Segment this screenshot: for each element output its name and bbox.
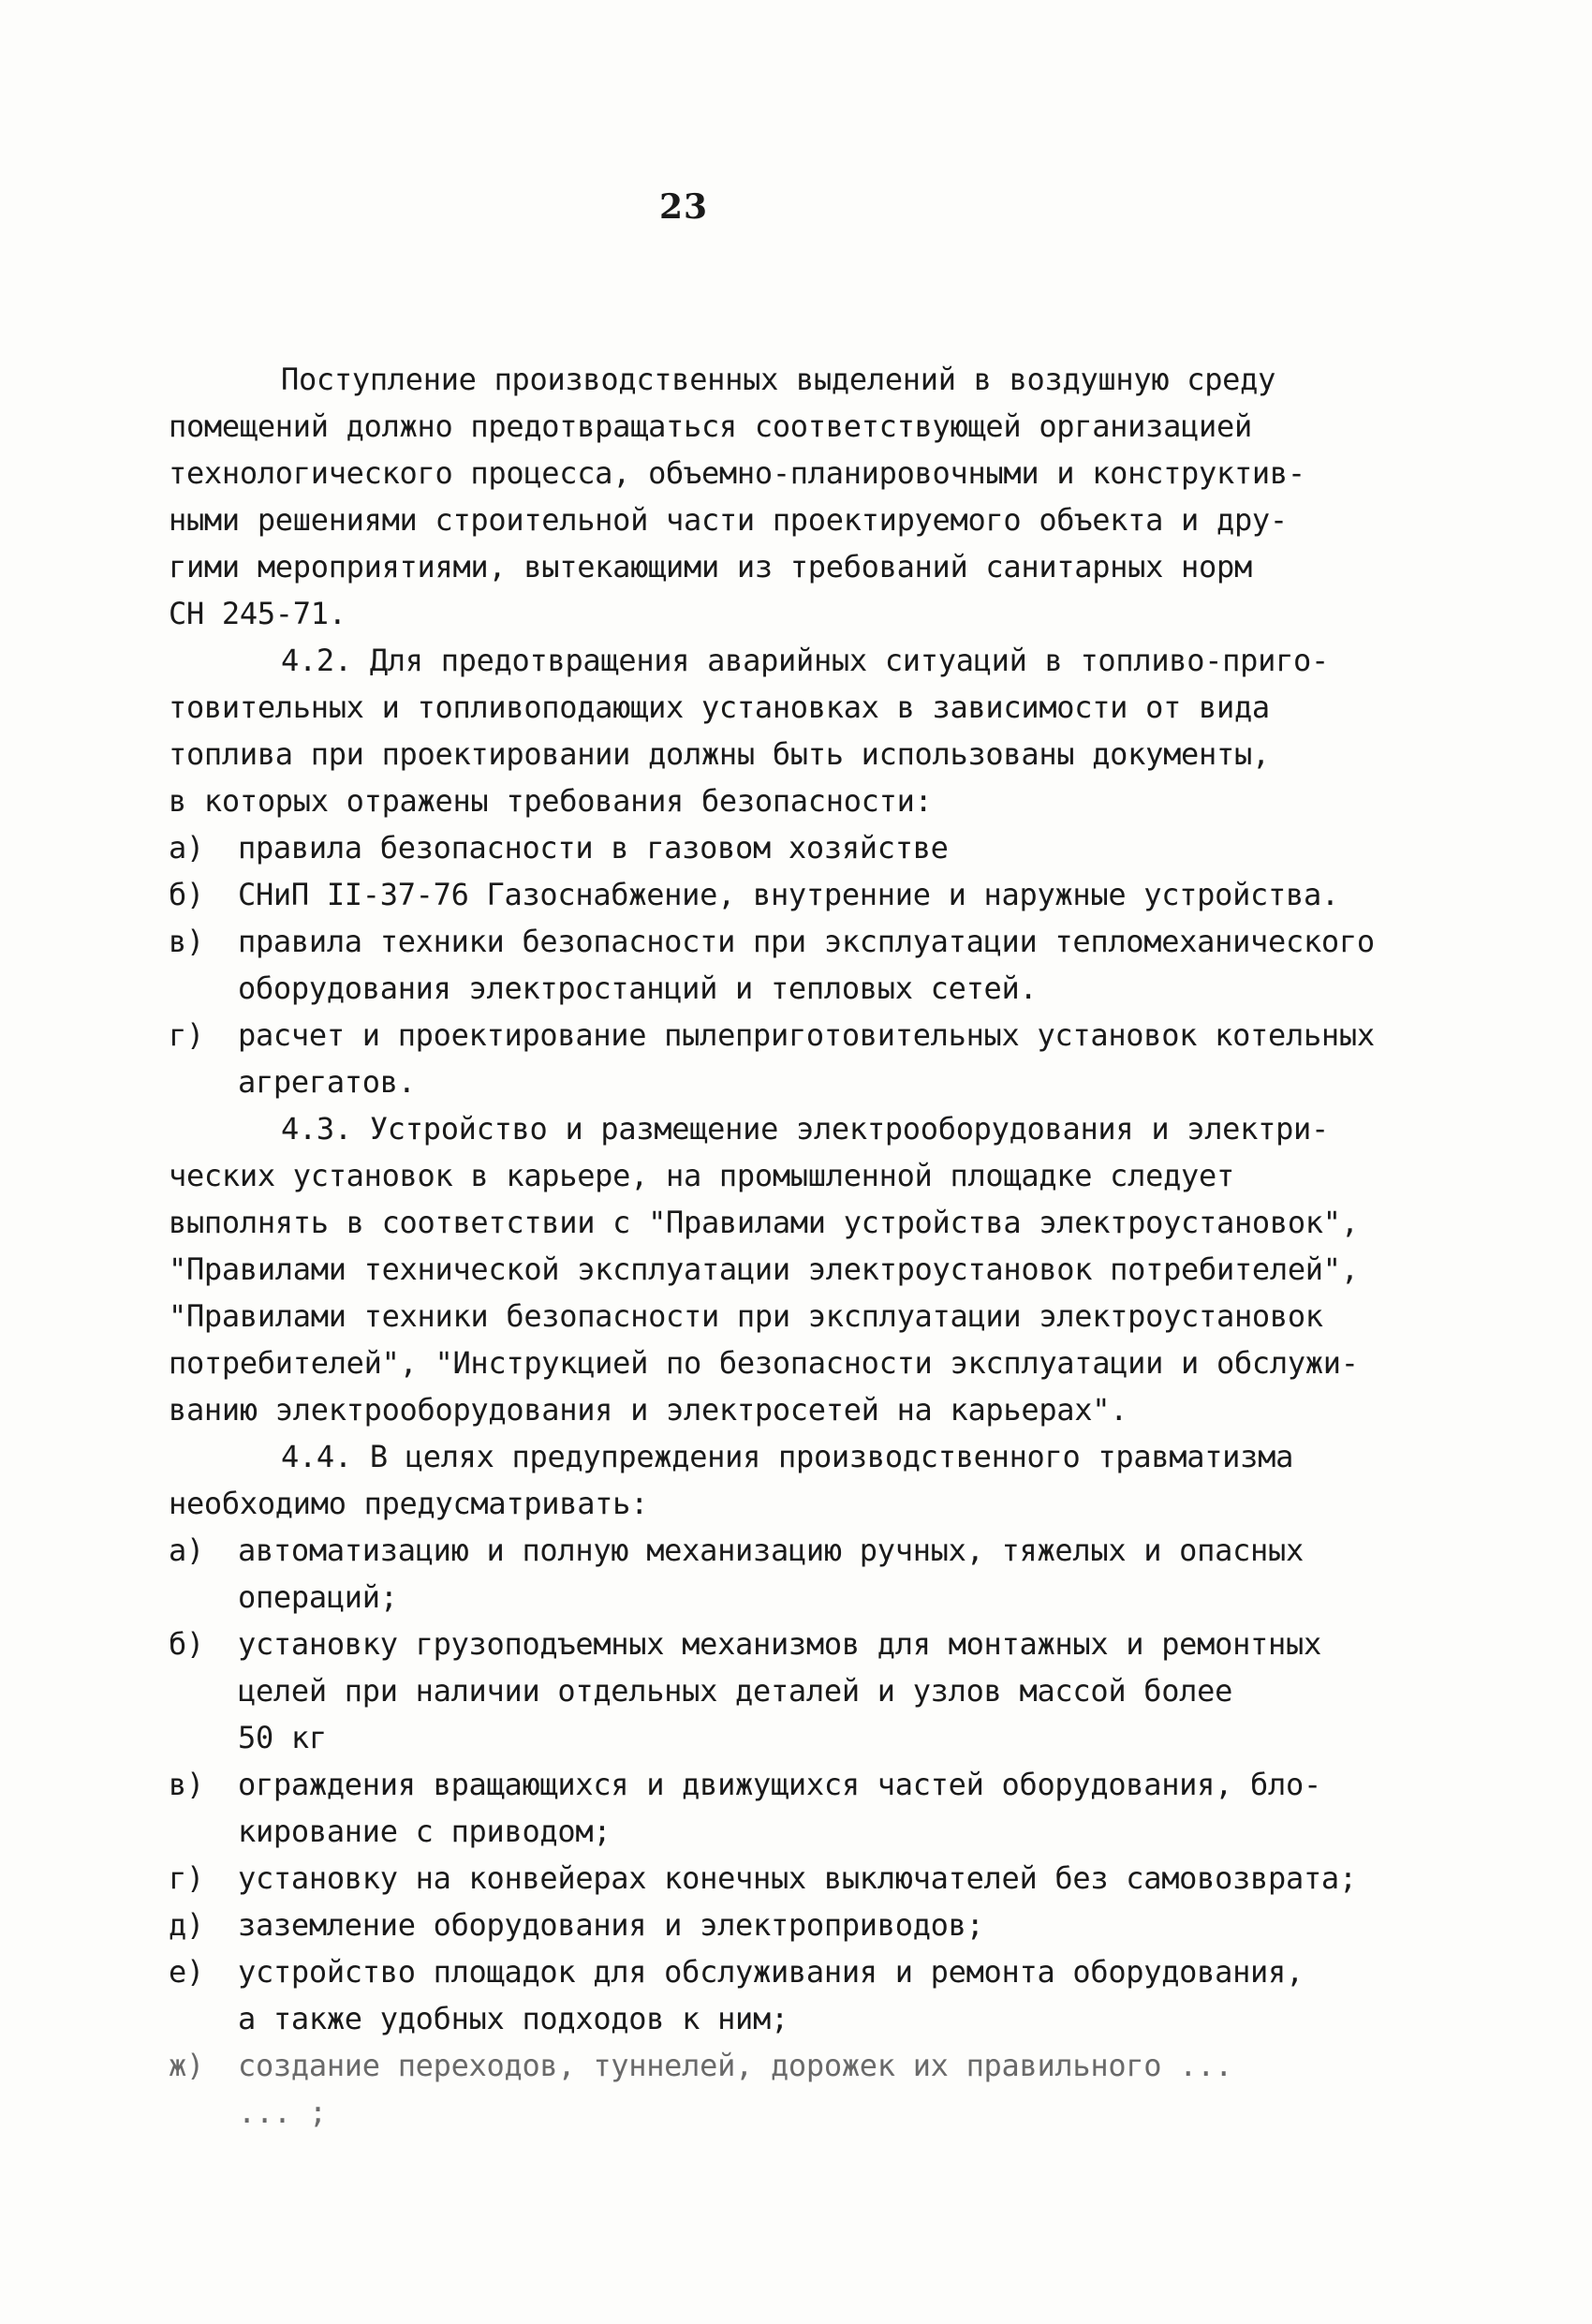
list-item bbox=[169, 1012, 1423, 1058]
list-item-continuation: а также удобных подходов к ним; bbox=[238, 2001, 789, 2036]
list-item bbox=[169, 918, 1423, 965]
paragraph-4-2-line: товительных и топливоподающих установках в зависимости от вида bbox=[169, 689, 1270, 725]
list-item-text: устройство площадок для обслуживания и ремонта оборудования, bbox=[238, 1954, 1304, 1990]
list-item-text: правила техники безопасности при эксплуатации тепломеханического bbox=[238, 924, 1375, 959]
list-marker: а) bbox=[169, 1532, 204, 1568]
paragraph-4-3-line: ческих установок в карьере, на промышленной площадке следует bbox=[169, 1158, 1234, 1193]
list-item bbox=[169, 824, 1423, 871]
list-item bbox=[169, 1527, 1423, 1574]
list-item-continuation: операций; bbox=[238, 1579, 398, 1615]
list-item-text: создание переходов, туннелей, дорожек их правильного ... bbox=[238, 2048, 1233, 2083]
paragraph-4-3-line: "Правилами техники безопасности при эксплуатации электроустановок bbox=[169, 1298, 1323, 1334]
text-line: помещений должно предотвращаться соответствующей организацией bbox=[169, 408, 1252, 444]
list-marker: в) bbox=[169, 1767, 204, 1802]
list-item-text: ограждения вращающихся и движущихся частей оборудования, бло- bbox=[238, 1767, 1321, 1802]
list-marker: ж) bbox=[169, 2048, 204, 2083]
list-marker: в) bbox=[169, 924, 204, 959]
list-marker: г) bbox=[169, 1860, 204, 1896]
list-item bbox=[169, 2042, 1423, 2089]
text-line: технологического процесса, объемно-планировочными и конструктив- bbox=[169, 455, 1305, 491]
list-item-continuation: целей при наличии отдельных деталей и узлов массой более bbox=[238, 1673, 1233, 1709]
text-line: гими мероприятиями, вытекающими из требований санитарных норм bbox=[169, 549, 1252, 585]
paragraph-4-2-line: в которых отражены требования безопасности: bbox=[169, 783, 933, 819]
paragraph-4-3-line: потребителей", "Инструкцией по безопасности эксплуатации и обслужи- bbox=[169, 1345, 1359, 1381]
list-item-text: СНиП II-37-76 Газоснабжение, внутренние и наружные устройства. bbox=[238, 877, 1339, 912]
list-item bbox=[169, 871, 1423, 918]
list-item-text: заземление оборудования и электроприводов; bbox=[238, 1907, 984, 1943]
document-body bbox=[169, 356, 1423, 2136]
list-item bbox=[169, 1761, 1423, 1808]
paragraph-4-2-line: 4.2. Для предотвращения аварийных ситуаций в топливо-приго- bbox=[281, 643, 1329, 678]
list-item-text: установку на конвейерах конечных выключателей без самовозврата; bbox=[238, 1860, 1357, 1896]
list-marker: б) bbox=[169, 877, 204, 912]
list-item bbox=[169, 1621, 1423, 1667]
list-item-text: автоматизацию и полную механизацию ручных, тяжелых и опасных bbox=[238, 1532, 1304, 1568]
paragraph-4-3-line: ванию электрооборудования и электросетей на карьерах". bbox=[169, 1392, 1128, 1428]
list-item-continuation: оборудования электростанций и тепловых сетей. bbox=[238, 970, 1038, 1006]
paragraph-4-4-line: 4.4. В целях предупреждения производственного травматизма bbox=[281, 1439, 1294, 1474]
page-number: 23 bbox=[658, 187, 709, 227]
list-marker: б) bbox=[169, 1626, 204, 1662]
list-item bbox=[169, 1855, 1423, 1902]
paragraph-4-3-line: "Правилами технической эксплуатации электроустановок потребителей", bbox=[169, 1251, 1359, 1287]
text-line: ными решениями строительной части проектируемого объекта и дру- bbox=[169, 502, 1288, 538]
list-item-continuation: кирование с приводом; bbox=[238, 1813, 612, 1849]
text-line: СН 245-71. bbox=[169, 596, 346, 631]
list-marker: д) bbox=[169, 1907, 204, 1943]
list-marker: а) bbox=[169, 830, 204, 866]
list-item-continuation: ... ; bbox=[238, 2095, 327, 2130]
list-marker: г) bbox=[169, 1017, 204, 1053]
list-item-text: установку грузоподъемных механизмов для монтажных и ремонтных bbox=[238, 1626, 1321, 1662]
paragraph-4-2-line: топлива при проектировании должны быть использованы документы, bbox=[169, 736, 1270, 772]
text-line: Поступление производственных выделений в воздушную среду bbox=[281, 362, 1276, 397]
list-marker: е) bbox=[169, 1954, 204, 1990]
list-item-text: расчет и проектирование пылеприготовительных установок котельных bbox=[238, 1017, 1375, 1053]
list-item-text: правила безопасности в газовом хозяйстве bbox=[238, 830, 949, 866]
paragraph-4-3-line: выполнять в соответствии с "Правилами устройства электроустановок", bbox=[169, 1205, 1359, 1240]
list-item-continuation: 50 кг bbox=[238, 1720, 327, 1755]
paragraph-4-4-line: необходимо предусматривать: bbox=[169, 1486, 649, 1521]
list-item-continuation: агрегатов. bbox=[238, 1064, 416, 1100]
list-item bbox=[169, 1948, 1423, 1995]
paragraph-4-3-line: 4.3. Устройство и размещение электрооборудования и электри- bbox=[281, 1111, 1329, 1147]
list-item bbox=[169, 1902, 1423, 1948]
